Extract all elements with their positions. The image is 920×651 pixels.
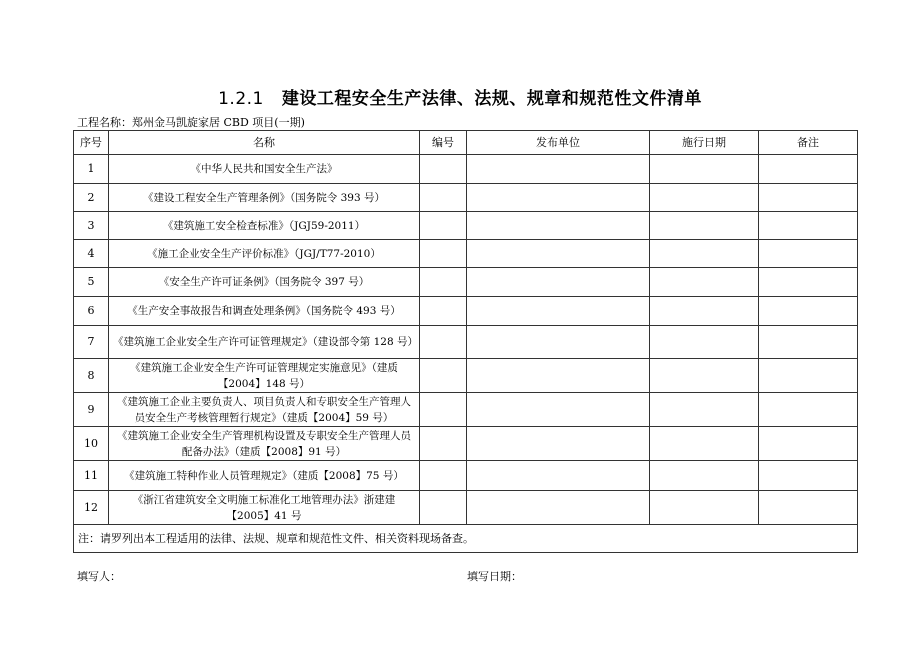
row-issuer xyxy=(467,240,650,268)
row-name: 《建筑施工企业安全生产管理机构设置及专职安全生产管理人员配备办法》（建质【2008】91 号） xyxy=(109,427,420,461)
row-code xyxy=(420,393,467,427)
row-date xyxy=(650,184,759,212)
row-seq: 2 xyxy=(74,184,109,212)
header-issuer: 发布单位 xyxy=(467,131,650,155)
row-name: 《生产安全事故报告和调查处理条例》（国务院令 493 号） xyxy=(109,297,420,326)
row-name: 《建筑施工安全检查标准》（JGJ59-2011） xyxy=(109,212,420,240)
regulation-table xyxy=(73,130,858,553)
title-text: 建设工程安全生产法律、法规、规章和规范性文件清单 xyxy=(281,89,702,109)
row-code xyxy=(420,326,467,359)
row-seq: 9 xyxy=(74,393,109,427)
row-remark xyxy=(759,268,858,297)
table-row xyxy=(74,427,858,461)
row-code xyxy=(420,212,467,240)
header-remark: 备注 xyxy=(759,131,858,155)
row-code xyxy=(420,491,467,525)
row-name: 《浙江省建筑安全文明施工标准化工地管理办法》浙建建【2005】41 号 xyxy=(109,491,420,525)
row-remark xyxy=(759,155,858,184)
table-row xyxy=(74,297,858,326)
header-date: 施行日期 xyxy=(650,131,759,155)
row-name: 《建筑施工特种作业人员管理规定》（建质【2008】75 号） xyxy=(109,461,420,491)
row-remark xyxy=(759,326,858,359)
row-date xyxy=(650,359,759,393)
table-row xyxy=(74,359,858,393)
row-name: 《中华人民共和国安全生产法》 xyxy=(109,155,420,184)
row-seq: 5 xyxy=(74,268,109,297)
row-name: 《施工企业安全生产评价标准》（JGJ/T77-2010） xyxy=(109,240,420,268)
table-row xyxy=(74,184,858,212)
row-date xyxy=(650,240,759,268)
row-issuer xyxy=(467,268,650,297)
table-row xyxy=(74,268,858,297)
table-row xyxy=(74,212,858,240)
row-remark xyxy=(759,240,858,268)
row-name: 《建筑施工企业安全生产许可证管理规定》（建设部令第 128 号） xyxy=(109,326,420,359)
header-code: 编号 xyxy=(420,131,467,155)
table-row xyxy=(74,155,858,184)
header-seq: 序号 xyxy=(74,131,109,155)
row-remark xyxy=(759,297,858,326)
table-row xyxy=(74,326,858,359)
row-remark xyxy=(759,461,858,491)
row-code xyxy=(420,268,467,297)
row-seq: 4 xyxy=(74,240,109,268)
row-seq: 7 xyxy=(74,326,109,359)
row-date xyxy=(650,461,759,491)
row-remark xyxy=(759,359,858,393)
row-issuer xyxy=(467,155,650,184)
filler-label: 填写人： xyxy=(77,570,121,583)
row-issuer xyxy=(467,427,650,461)
fill-date-label: 填写日期： xyxy=(467,570,522,583)
header-row xyxy=(74,131,858,155)
note-row xyxy=(74,525,858,553)
row-date xyxy=(650,326,759,359)
row-name: 《建筑施工企业安全生产许可证管理规定实施意见》（建质【2004】148 号） xyxy=(109,359,420,393)
row-date xyxy=(650,268,759,297)
row-issuer xyxy=(467,359,650,393)
row-issuer xyxy=(467,297,650,326)
table-row xyxy=(74,393,858,427)
row-issuer xyxy=(467,461,650,491)
row-date xyxy=(650,212,759,240)
row-remark xyxy=(759,427,858,461)
row-seq: 1 xyxy=(74,155,109,184)
page-title xyxy=(0,84,920,109)
row-remark xyxy=(759,393,858,427)
row-code xyxy=(420,240,467,268)
row-date xyxy=(650,155,759,184)
row-seq: 6 xyxy=(74,297,109,326)
row-issuer xyxy=(467,184,650,212)
row-issuer xyxy=(467,326,650,359)
row-remark xyxy=(759,184,858,212)
row-date xyxy=(650,297,759,326)
row-code xyxy=(420,297,467,326)
row-remark xyxy=(759,491,858,525)
row-seq: 12 xyxy=(74,491,109,525)
row-date xyxy=(650,427,759,461)
row-remark xyxy=(759,212,858,240)
table-row xyxy=(74,491,858,525)
title-number: 1.2.1 xyxy=(218,89,264,109)
project-name: 工程名称：郑州金马凯旋家居 CBD 项目(一期) xyxy=(77,116,305,129)
row-issuer xyxy=(467,491,650,525)
row-seq: 3 xyxy=(74,212,109,240)
row-name: 《安全生产许可证条例》（国务院令 397 号） xyxy=(109,268,420,297)
row-issuer xyxy=(467,393,650,427)
row-name: 《建筑施工企业主要负责人、项目负责人和专职安全生产管理人员安全生产考核管理暂行规定》（建质【2004】59 号） xyxy=(109,393,420,427)
row-code xyxy=(420,184,467,212)
table-row xyxy=(74,461,858,491)
row-issuer xyxy=(467,212,650,240)
row-seq: 11 xyxy=(74,461,109,491)
row-code xyxy=(420,427,467,461)
row-seq: 8 xyxy=(74,359,109,393)
row-code xyxy=(420,155,467,184)
row-code xyxy=(420,461,467,491)
row-seq: 10 xyxy=(74,427,109,461)
row-name: 《建设工程安全生产管理条例》（国务院令 393 号） xyxy=(109,184,420,212)
table-note: 注：请罗列出本工程适用的法律、法规、规章和规范性文件、相关资料现场备查。 xyxy=(74,525,858,553)
header-name: 名称 xyxy=(109,131,420,155)
row-code xyxy=(420,359,467,393)
row-date xyxy=(650,393,759,427)
table-row xyxy=(74,240,858,268)
row-date xyxy=(650,491,759,525)
